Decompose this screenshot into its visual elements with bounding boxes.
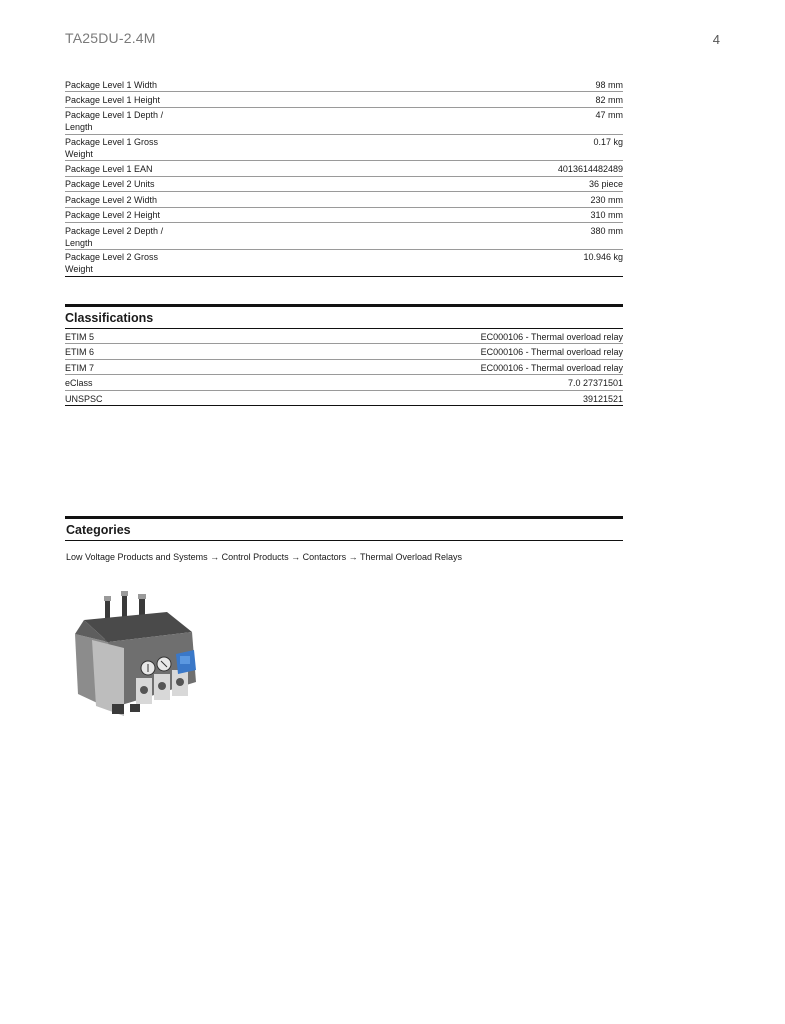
spec-row [65, 223, 623, 250]
spec-row [65, 161, 623, 176]
classification-row [65, 360, 623, 375]
spec-row [65, 177, 623, 192]
classification-label: ETIM 7 [65, 362, 95, 373]
spec-value: 98 mm [595, 79, 623, 90]
classification-value: 7.0 27371501 [567, 378, 623, 389]
spec-value: 230 mm [590, 194, 623, 205]
spec-value: 380 mm [590, 225, 623, 236]
document-title: TA25DU-2.4M [65, 30, 156, 46]
spec-value: 47 mm [595, 110, 623, 121]
classification-row [65, 344, 623, 359]
classifications-section [65, 304, 623, 406]
spec-label: Package Level 1 Height [65, 95, 161, 106]
spec-label: Package Level 1 Gross Weight [65, 137, 159, 160]
spec-value: 0.17 kg [593, 137, 623, 148]
classifications-table [65, 329, 623, 406]
classification-label: UNSPSC [65, 393, 103, 404]
spec-label: Package Level 2 Units [65, 179, 155, 190]
classification-row [65, 391, 623, 406]
classification-row [65, 329, 623, 344]
spec-label: Package Level 2 Gross Weight [65, 252, 159, 275]
classification-value: EC000106 - Thermal overload relay [480, 347, 623, 358]
spec-row [65, 108, 623, 135]
spec-value: 4013614482489 [557, 164, 623, 175]
spec-label: Package Level 2 Width [65, 194, 158, 205]
page-number: 4 [712, 32, 720, 47]
classification-value: EC000106 - Thermal overload relay [480, 332, 623, 342]
classification-label: eClass [65, 378, 93, 389]
classification-label: ETIM 5 [65, 332, 95, 342]
spec-value: 36 piece [588, 179, 623, 190]
spec-row [65, 192, 623, 207]
spec-row [65, 77, 623, 92]
package-spec-table [65, 77, 623, 277]
spec-value: 10.946 kg [583, 252, 623, 263]
spec-label: Package Level 1 Depth / Length [65, 110, 164, 133]
spec-row [65, 208, 623, 223]
section-title: Categories [65, 516, 623, 541]
spec-label: Package Level 2 Height [65, 210, 161, 221]
thermal-overload-relay-image [72, 590, 207, 720]
spec-label: Package Level 1 Width [65, 79, 158, 90]
classification-label: ETIM 6 [65, 347, 95, 358]
spec-row [65, 250, 623, 277]
classification-value: EC000106 - Thermal overload relay [480, 362, 623, 373]
spec-value: 82 mm [595, 95, 623, 106]
spec-row [65, 135, 623, 162]
spec-value: 310 mm [590, 210, 623, 221]
spec-label: Package Level 1 EAN [65, 164, 153, 175]
category-breadcrumb: Low Voltage Products and Systems → Control Products → Contactors → Thermal Overload Relays [66, 552, 463, 562]
spec-label: Package Level 2 Depth / Length [65, 225, 164, 248]
classification-row [65, 375, 623, 390]
categories-section [65, 516, 623, 541]
spec-row [65, 92, 623, 107]
classification-value: 39121521 [582, 393, 623, 404]
section-title: Classifications [65, 304, 623, 329]
